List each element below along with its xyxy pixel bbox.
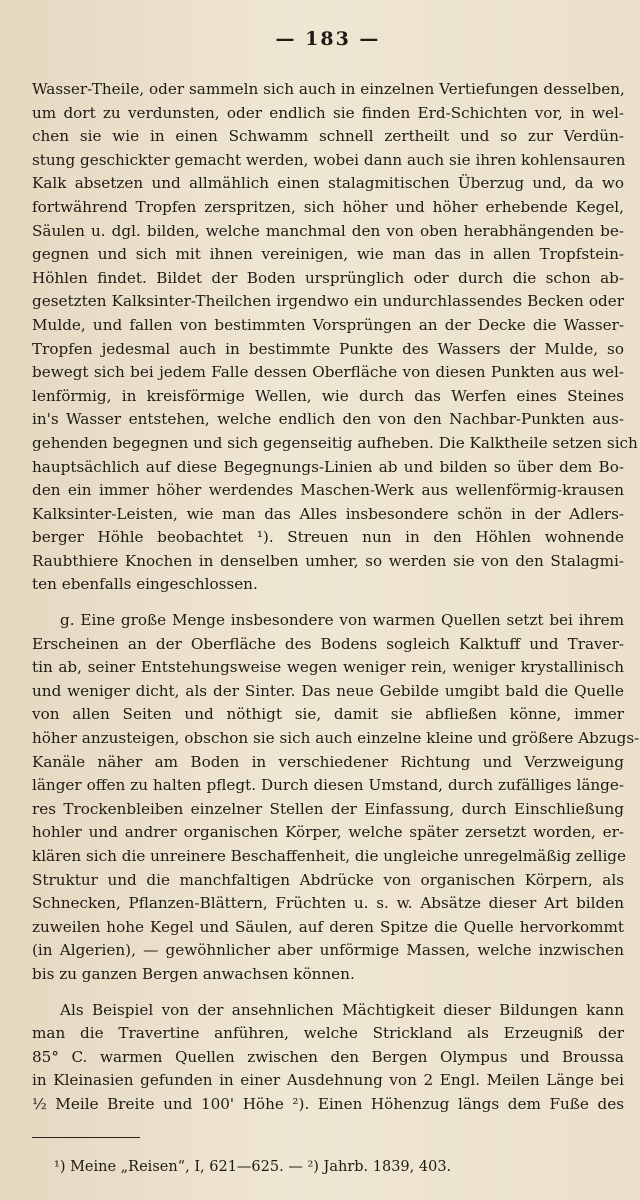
text-line: bis zu ganzen Bergen anwachsen können.: [32, 964, 355, 983]
text-line: berger Höhle beobachtet ¹). Streuen nun in den Höhlen wohnende: [32, 528, 624, 547]
text-line: gehenden begegnen und sich gegenseitig aufheben. Die Kalktheile setzen sich: [32, 433, 638, 452]
text-line: lenförmig, in kreisförmige Wellen, wie durch das Werfen eines Steines: [32, 386, 624, 405]
text-line: Säulen u. dgl. bilden, welche manchmal den von oben herabhängenden be-: [32, 221, 624, 240]
text-line: bewegt sich bei jedem Falle dessen Oberfläche von diesen Punkten aus wel-: [32, 363, 624, 382]
page-number-header: — 183 —: [275, 28, 381, 50]
text-line: Mulde, und fallen von bestimmten Vorsprüngen an der Decke die Wasser-: [32, 315, 624, 334]
text-line: gesetzten Kalksinter-Theilchen irgendwo ein undurchlassendes Becken oder: [32, 292, 624, 311]
text-line: in's Wasser entstehen, welche endlich den von den Nachbar-Punkten aus-: [32, 410, 624, 429]
text-line: ten ebenfalls eingeschlossen.: [32, 575, 258, 594]
text-line: fortwährend Tropfen zerspritzen, sich höher und höher erhebende Kegel,: [32, 197, 624, 216]
text-line: Struktur und die manchfaltigen Abdrücke von organischen Körpern, als: [32, 870, 624, 889]
text-line: klären sich die unreinere Beschaffenheit, die ungleiche unregelmäßig zellige: [32, 847, 627, 865]
text-line: länger offen zu halten pflegt. Durch diesen Umstand, durch zufälliges länge-: [32, 776, 624, 795]
text-line: stung geschickter gemacht werden, wobei dann auch sie ihren kohlensauren: [32, 150, 626, 169]
text-line: höher anzusteigen, obschon sie sich auch einzelne kleine und größere Abzugs-: [32, 729, 640, 748]
paragraph-3: [32, 999, 624, 1117]
text-line: in Kleinasien gefunden in einer Ausdehnung von 2 Engl. Meilen Länge bei: [32, 1071, 624, 1090]
text-line: und weniger dicht, als der Sinter. Das neue Gebilde umgibt bald die Quelle: [32, 681, 624, 700]
text-line: Raubthiere Knochen in denselben umher, so werden sie von den Stalagmi-: [32, 551, 624, 570]
text-line: um dort zu verdunsten, oder endlich sie finden Erd-Schichten vor, in wel-: [32, 103, 624, 122]
text-line: 85° C. warmen Quellen zwischen den Bergen Olympus und Broussa: [32, 1047, 624, 1066]
text-line: von allen Seiten und nöthigt sie, damit sie abfließen könne, immer: [32, 705, 624, 724]
text-line: chen sie wie in einen Schwamm schnell zertheilt und so zur Verdün-: [32, 127, 624, 146]
text-line: hohler und andrer organischen Körper, welche später zersetzt worden, er-: [32, 823, 624, 842]
footnote-rule: [32, 1137, 140, 1138]
text-line: g. Eine große Menge insbesondere von warmen Quellen setzt bei ihrem: [60, 611, 624, 630]
paragraph-1: [32, 78, 638, 597]
text-line: Erscheinen an der Oberfläche des Bodens sogleich Kalktuff und Traver-: [32, 634, 624, 653]
paragraph-gap: [32, 597, 624, 609]
text-line: Als Beispiel von der ansehnlichen Mächtigkeit dieser Bildungen kann: [60, 1000, 624, 1019]
text-line: hauptsächlich auf diese Begegnungs-Linien ab und bilden so über dem Bo-: [32, 457, 624, 476]
text-line: Kanäle näher am Boden in verschiedener Richtung und Verzweigung: [32, 752, 624, 771]
text-line: Schnecken, Pflanzen-Blättern, Früchten u. s. w. Absätze dieser Art bilden: [32, 894, 624, 913]
text-line: res Trockenbleiben einzelner Stellen der Einfassung, durch Einschließung: [32, 799, 624, 818]
text-line: den ein immer höher werdendes Maschen-Werk aus wellenförmig-krausen: [32, 481, 624, 500]
text-line: Höhlen findet. Bildet der Boden ursprünglich oder durch die schon ab-: [32, 268, 624, 287]
text-line: tin ab, seiner Entstehungsweise wegen weniger rein, weniger krystallinisch: [32, 658, 624, 677]
footnotes: ¹) Meine „Reisen“, I, 621—625. — ²) Jahrb. 1839, 403.: [54, 1158, 452, 1175]
paragraph-gap: [32, 987, 624, 999]
text-line: (in Algerien), — gewöhnlicher aber unförmige Massen, welche inzwischen: [32, 941, 624, 960]
text-line: Kalk absetzen und allmählich einen stalagmitischen Überzug und, da wo: [32, 174, 624, 193]
text-line: Wasser-Theile, oder sammeln sich auch in einzelnen Vertiefungen desselben,: [32, 80, 625, 98]
text-line: zuweilen hohe Kegel und Säulen, auf deren Spitze die Quelle hervorkommt: [32, 917, 624, 936]
text-line: gegnen und sich mit ihnen vereinigen, wie man das in allen Tropfstein-: [32, 245, 624, 264]
text-line: Tropfen jedesmal auch in bestimmte Punkte des Wassers der Mulde, so: [32, 339, 624, 358]
text-line: man die Travertine anführen, welche Strickland als Erzeugniß der: [32, 1024, 624, 1043]
paragraph-2: [32, 609, 640, 987]
text-line: Kalksinter-Leisten, wie man das Alles insbesondere schön in der Adlers-: [32, 504, 624, 523]
text-line: ½ Meile Breite und 100' Höhe ²). Einen Höhenzug längs dem Fuße des: [32, 1094, 624, 1113]
